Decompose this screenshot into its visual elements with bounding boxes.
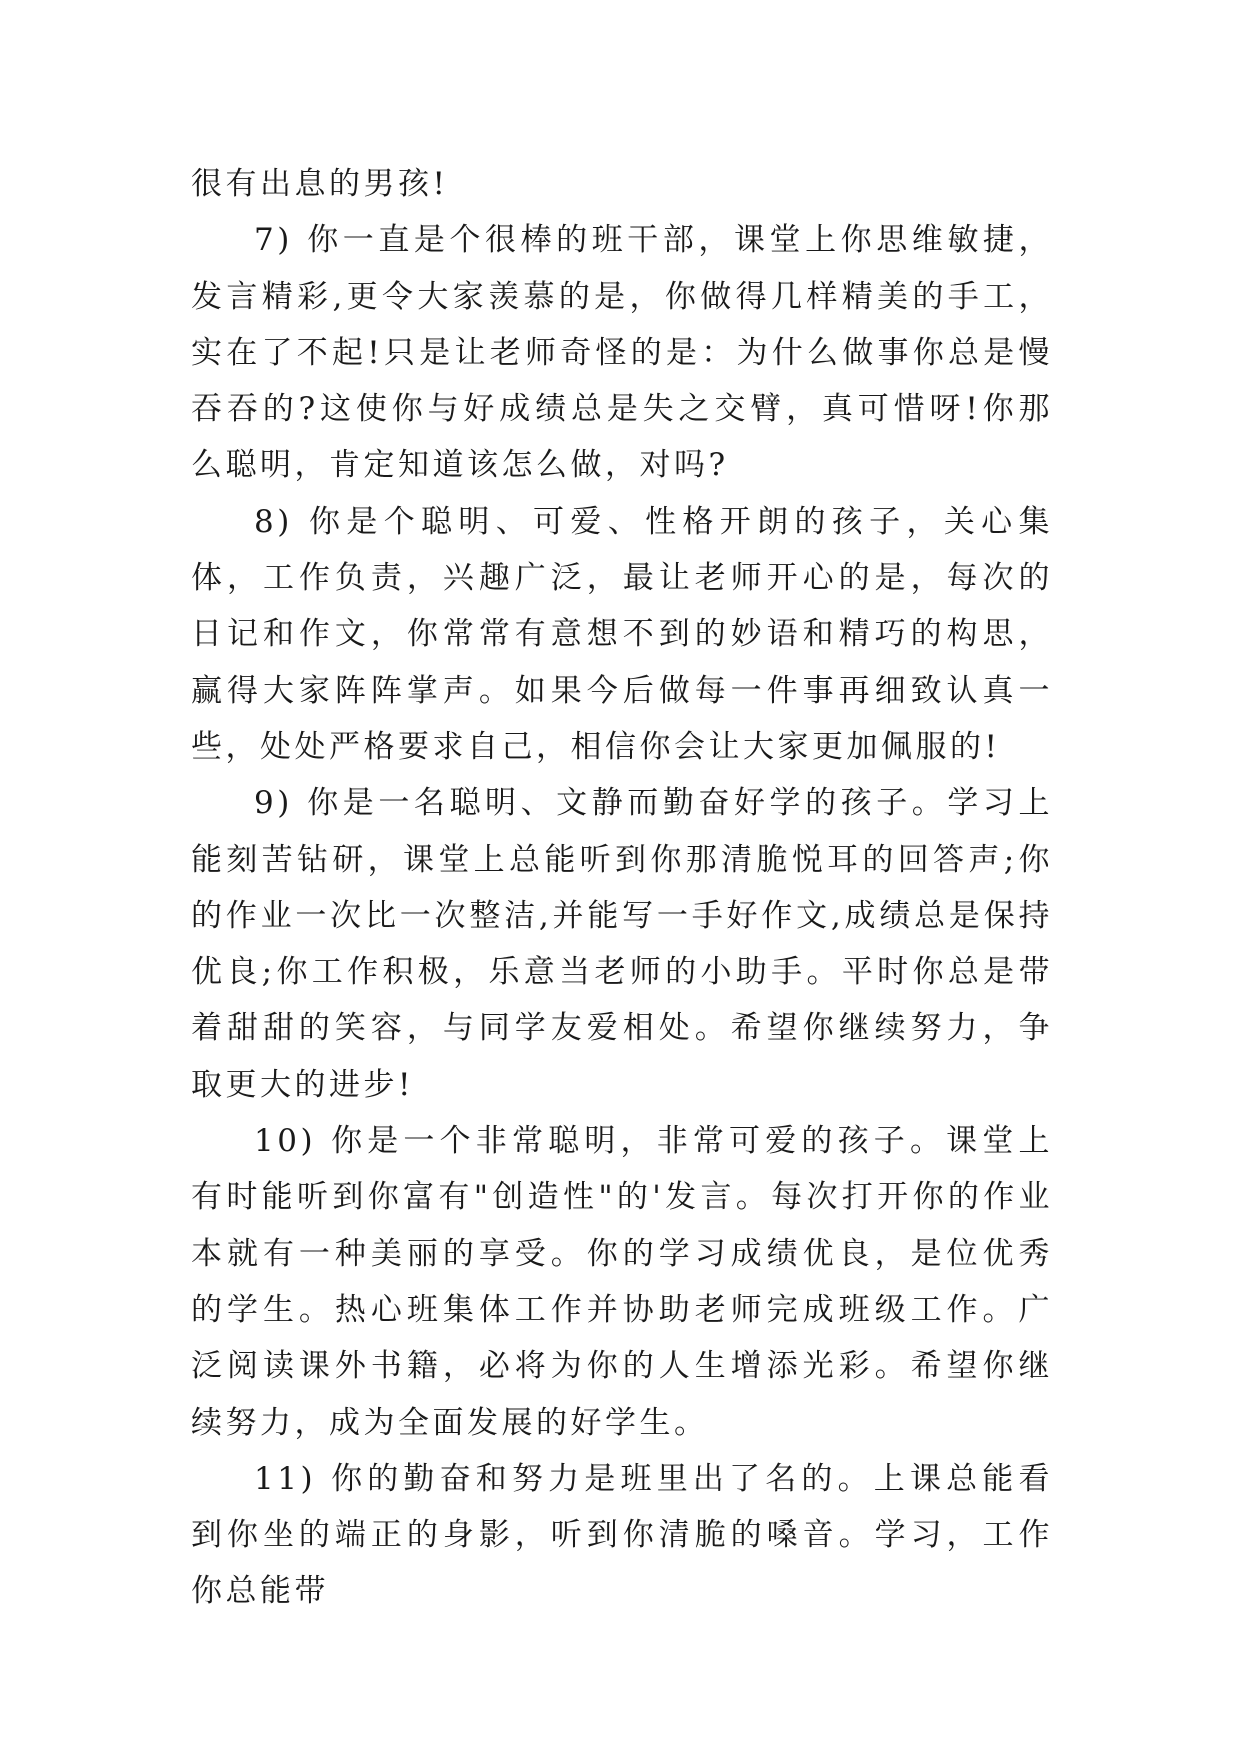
paragraph-comment-11: 11) 你的勤奋和努力是班里出了名的。上课总能看到你坐的端正的身影，听到你清脆的嗓音。学习，工作你总能带 [191,1460,1053,1610]
paragraph-comment-9: 9) 你是一名聪明、文静而勤奋好学的孩子。学习上能刻苦钻研，课堂上总能听到你那清脆悦耳的回答声;你的作业一次比一次整洁,并能写一手好作文,成绩总是保持优良;你工作积极，乐意当老师的小助手。平时你总是带着甜甜的笑容，与同学友爱相处。希望你继续努力，争取更大的进步! [191,785,1053,1103]
paragraph-comment-10: 10) 你是一个非常聪明，非常可爱的孩子。课堂上有时能听到你富有"创造性"的'发言。每次打开你的作业本就有一种美丽的享受。你的学习成绩优良，是位优秀的学生。热心班集体工作并协助老师完成班级工作。广泛阅读课外书籍，必将为你的人生增添光彩。希望你继续努力，成为全面发展的好学生。 [191,1123,1053,1441]
paragraph-comment-8: 8) 你是个聪明、可爱、性格开朗的孩子，关心集体，工作负责，兴趣广泛，最让老师开心的是，每次的日记和作文，你常常有意想不到的妙语和精巧的构思，赢得大家阵阵掌声。如果今后做每一件事再细致认真一些，处处严格要求自己，相信你会让大家更加佩服的! [191,503,1053,765]
paragraph-continuation: 很有出息的男孩! [191,166,449,202]
document-body [191,156,1053,1620]
paragraph-comment-7: 7) 你一直是个很棒的班干部，课堂上你思维敏捷，发言精彩,更令大家羡慕的是，你做得几样精美的手工，实在了不起!只是让老师奇怪的是：为什么做事你总是慢吞吞的?这使你与好成绩总是失之交臂，真可惜呀!你那么聪明，肯定知道该怎么做，对吗? [191,222,1053,484]
